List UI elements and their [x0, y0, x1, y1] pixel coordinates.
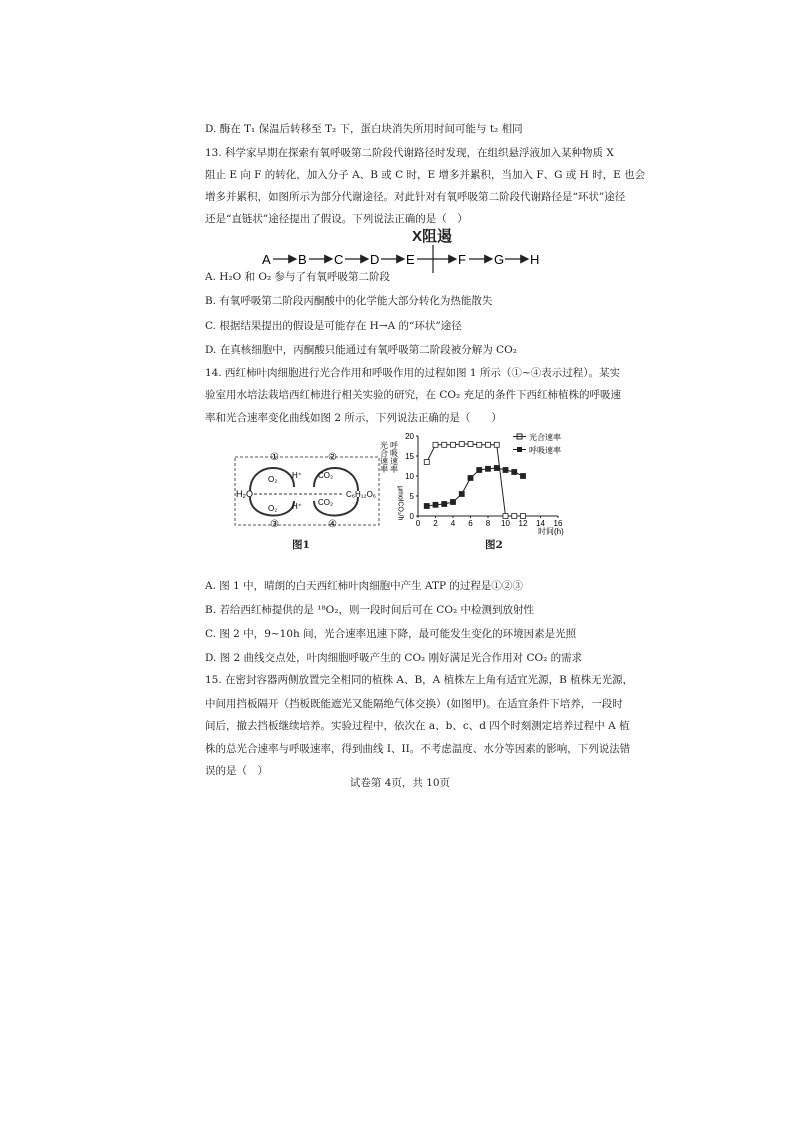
text-line: 还是“直链状”途径提出了假设。下列说法正确的是（ ）: [205, 213, 468, 225]
x-tick-label: 2: [433, 519, 438, 528]
glucose-label: C₆H₁₂O₆: [346, 490, 377, 499]
data-point: [433, 502, 438, 507]
water-label: H₂O: [236, 489, 253, 499]
process-4-label: ④: [328, 519, 337, 529]
x-tick-label: 16: [553, 519, 563, 528]
bottom-left-o2: O₂: [268, 504, 278, 513]
data-point: [494, 442, 499, 447]
data-point: [503, 468, 508, 473]
text-line: 误的是（ ）: [205, 765, 268, 777]
text-line: 阻止 E 向 F 的转化，加入分子 A、B 或 C 时，E 增多并累积，当加入 F、G 或 H 时，E 也会: [205, 169, 646, 181]
y-tick-label: 5: [409, 492, 414, 501]
text-line: 间后，撤去挡板继续培养。实验过程中，依次在 a、b、c、d 四个时刻测定培养过程中 A 植: [205, 720, 630, 732]
bottom-right-co2: CO₂: [318, 498, 334, 507]
y-tick-label: 0: [409, 512, 414, 521]
figure1-diagram: [232, 447, 382, 529]
data-point: [477, 442, 482, 447]
y-tick-label: 15: [405, 452, 414, 461]
data-point: [424, 460, 429, 465]
text-line: B. 有氧呼吸第二阶段丙酮酸中的化学能大部分转化为热能散失: [205, 295, 493, 307]
x-tick-label: 0: [415, 519, 421, 528]
y-tick-label: 20: [405, 432, 414, 441]
data-point: [442, 442, 447, 447]
data-point: [494, 466, 499, 471]
blocker-label: X阻遏: [412, 228, 453, 245]
data-point: [433, 442, 438, 447]
process-1-label: ①: [270, 452, 279, 463]
text-line: 验室用水培法栽培西红柿进行相关实验的研究，在 CO₂ 充足的条件下西红柿植株的呼吸速: [205, 389, 622, 401]
x-tick-label: 12: [518, 519, 528, 528]
data-point: [442, 502, 447, 507]
y-unit-label: μmolCO₂/h: [396, 486, 404, 521]
data-point: [468, 442, 473, 447]
text-line: 15. 在密封容器两侧放置完全相同的植株 A、B，A 植株左上角有适宜光源，B 植株无光源，: [205, 674, 634, 686]
pathway-node-e: E: [406, 252, 415, 267]
data-point: [521, 514, 526, 519]
top-right-co2: CO₂: [318, 471, 334, 480]
x-axis-label: 时间(h): [538, 527, 564, 536]
data-point: [486, 442, 491, 447]
top-left-o2: O₂: [268, 475, 278, 484]
x-tick-label: 6: [468, 519, 473, 528]
pathway-node-b: B: [298, 252, 307, 267]
text-line: 增多并累积，如图所示为部分代谢途径。对此针对有氧呼吸第二阶段代谢路径是“环状”途径: [205, 191, 626, 203]
top-left-h: H⁺: [292, 471, 302, 480]
bottom-left-h: H⁺: [292, 502, 302, 511]
text-line: C. 根据结果提出的假设是可能存在 H→A 的“环状”途径: [205, 320, 462, 332]
pathway-node-h: H: [530, 252, 540, 267]
text-line: 14. 西红柿叶肉细胞进行光合作用和呼吸作用的过程如图 1 所示（①~④表示过程）。某实: [205, 367, 620, 379]
series-line-0: [427, 444, 523, 516]
pathway-node-d: D: [370, 252, 380, 267]
text-line: 中间用挡板隔开（挡板既能遮光又能隔绝气体交换）(如图甲)。在适宜条件下培养，一段时: [205, 698, 623, 710]
data-point: [503, 514, 508, 519]
legend-respiration-label: 呼吸速率: [529, 446, 561, 455]
x-tick-label: 8: [485, 519, 491, 528]
text-line: A. H₂O 和 O₂ 参与了有氧呼吸第二阶段: [205, 271, 391, 283]
data-point: [512, 470, 517, 475]
text-line: D. 在真核细胞中，丙酮酸只能通过有氧呼吸第二阶段被分解为 CO₂: [205, 344, 517, 356]
figure1-caption: 图1: [292, 539, 310, 551]
pathway-svg: [262, 245, 552, 275]
data-point: [459, 442, 464, 447]
y-tick-label: 10: [405, 472, 414, 481]
x-tick-label: 4: [450, 519, 456, 528]
pathway-node-c: C: [334, 252, 344, 267]
series-line-1: [427, 468, 523, 506]
x-tick-label: 10: [501, 519, 510, 528]
pathway-node-f: F: [458, 252, 466, 267]
data-point: [459, 492, 464, 497]
pathway-node-a: A: [262, 252, 271, 267]
metabolic-pathway-diagram: [262, 228, 552, 278]
legend-photosynthesis-label: 光合速率: [529, 433, 561, 442]
figure2-caption: 图2: [485, 539, 503, 551]
figure2-chart: [380, 428, 575, 540]
data-point: [486, 466, 491, 471]
data-point: [468, 476, 473, 481]
text-line: 株的总光合速率与呼吸速率，得到曲线 I、II。不考虑温度、水分等因素的影响，下列说法错: [205, 743, 631, 755]
text-line: D. 酶在 T₁ 保温后转移至 T₂ 下，蛋白块消失所用时间可能与 t₂ 相同: [205, 123, 523, 135]
x-tick-label: 14: [536, 519, 545, 528]
process-3-label: ③: [270, 519, 279, 529]
text-line: A. 图 1 中，晴朗的白天西红柿叶肉细胞中产生 ATP 的过程是①②③: [205, 580, 523, 592]
text-line: C. 图 2 中，9~10h 间，光合速率迅速下降，最可能发生变化的环境因素是光照: [205, 628, 577, 640]
y-label-respiration: 呼吸速率: [389, 441, 399, 473]
data-point: [451, 442, 456, 447]
data-point: [424, 504, 429, 509]
text-line: D. 图 2 曲线交点处，叶肉细胞呼吸产生的 CO₂ 刚好满足光合作用对 CO₂ 的需求: [205, 652, 583, 664]
page-footer: 试卷第 4页，共 10页: [349, 777, 451, 789]
data-point: [477, 468, 482, 473]
process-2-label: ②: [328, 452, 337, 463]
data-point: [512, 514, 517, 519]
text-line: 13. 科学家早期在探索有氧呼吸第二阶段代谢路径时发现，在组织悬浮液加入某种物质 X: [205, 147, 614, 159]
text-line: 率和光合速率变化曲线如图 2 所示，下列说法正确的是（ ）: [205, 412, 502, 424]
data-point: [451, 500, 456, 505]
data-point: [521, 474, 526, 479]
y-label-photosynthesis: 光合速率: [380, 441, 389, 473]
text-line: B. 若给西红柿提供的是 ¹⁸O₂，则一段时间后可在 CO₂ 中检测到放射性: [205, 604, 534, 616]
pathway-node-g: G: [494, 252, 505, 267]
